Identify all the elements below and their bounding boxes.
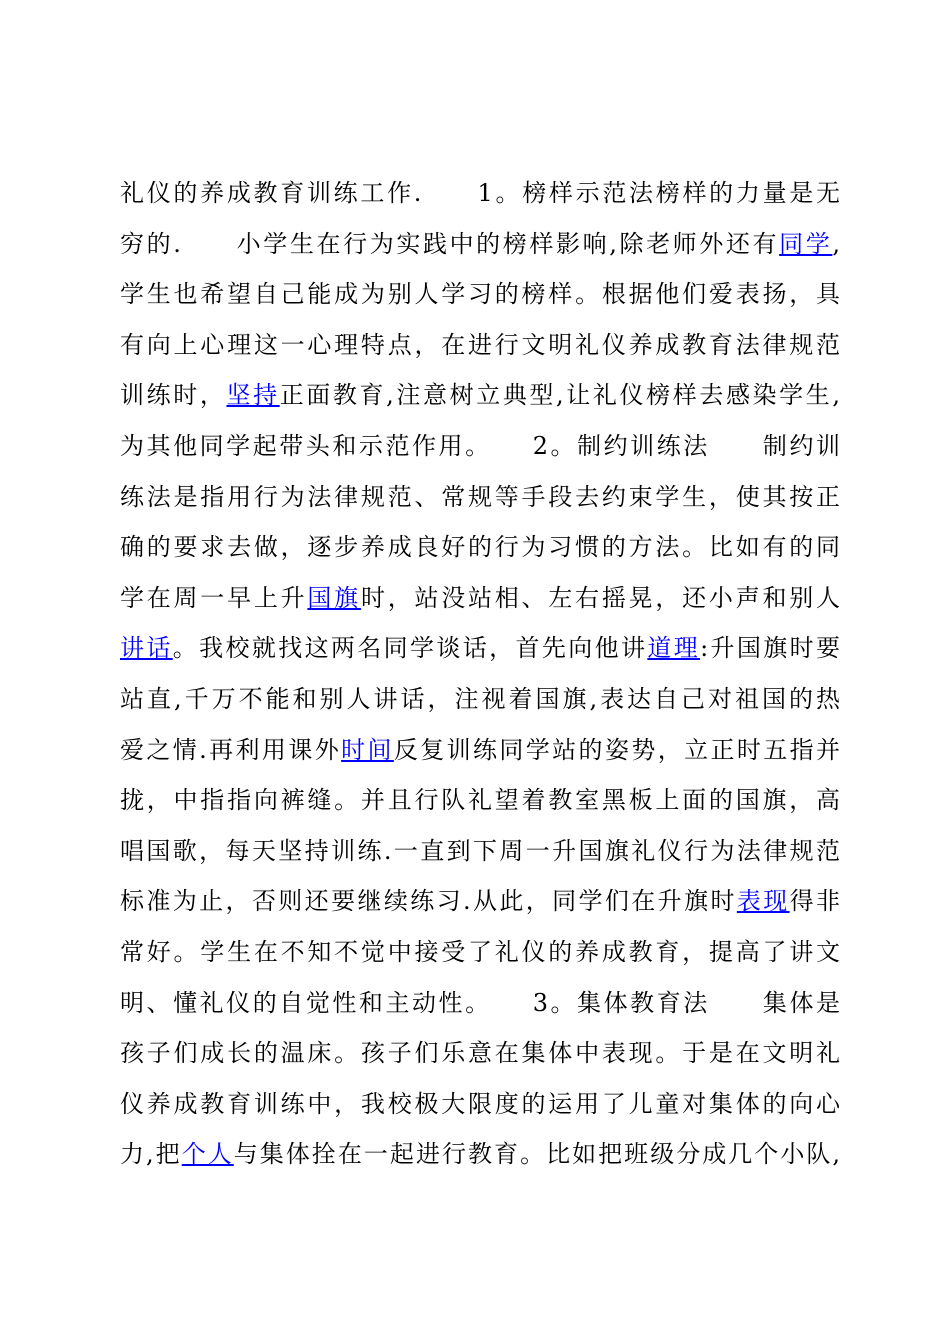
text-line [120, 522, 840, 573]
text-line [120, 269, 840, 320]
text-line [120, 1079, 840, 1130]
text-segment: 时，站没站相、左右摇晃，还小声和别人 [360, 583, 840, 612]
inline-link[interactable]: 道理 [647, 634, 701, 663]
text-segment: 正面教育,注意树立典型,让礼仪榜样去感染学生, [279, 381, 840, 410]
text-segment: 仪养成教育训练中，我校极大限度的运用了儿童对集体的向心 [120, 1089, 840, 1118]
text-line [120, 674, 840, 725]
text-line [120, 421, 840, 472]
text-segment: :升国旗时要 [700, 634, 840, 663]
text-segment: , [832, 229, 840, 258]
text-segment: 明、懂礼仪的自觉性和主动性。 3。集体教育法 集体是 [120, 988, 840, 1017]
text-segment: 反复训练同学站的姿势，立正时五指并 [393, 735, 840, 764]
text-line [120, 168, 840, 219]
text-line [120, 826, 840, 877]
body-text [120, 168, 840, 1180]
text-line [120, 370, 840, 421]
text-segment: 学生也希望自己能成为别人学习的榜样。根据他们爱表扬，具 [120, 280, 840, 309]
text-segment: 有向上心理这一心理特点，在进行文明礼仪养成教育法律规范 [120, 330, 840, 359]
text-segment: 确的要求去做，逐步养成良好的行为习惯的方法。比如有的同 [120, 533, 840, 562]
text-segment: 练法是指用行为法律规范、常规等手段去约束学生，使其按正 [120, 482, 840, 511]
text-line [120, 472, 840, 523]
text-line [120, 978, 840, 1029]
text-line [120, 573, 840, 624]
text-line [120, 775, 840, 826]
text-segment: 与集体拴在一起进行教育。比如把班级分成几个小队, [233, 1140, 840, 1169]
inline-link[interactable]: 国旗 [307, 583, 361, 612]
text-segment: 唱国歌，每天坚持训练.一直到下周一升国旗礼仪行为法律规范 [120, 836, 840, 865]
text-segment: 礼仪的养成教育训练工作. 1。榜样示范法榜样的力量是无 [120, 179, 840, 207]
text-segment: 爱之情.再利用课外 [120, 735, 342, 764]
inline-link[interactable]: 时间 [341, 735, 394, 764]
text-segment: 得非 [789, 887, 840, 916]
text-segment: 训练时， [120, 381, 227, 410]
text-line [120, 1129, 840, 1180]
text-line [120, 623, 840, 674]
text-segment: 常好。学生在不知不觉中接受了礼仪的养成教育，提高了讲文 [120, 937, 840, 966]
text-segment: 拢，中指指向裤缝。并且行队礼望着教室黑板上面的国旗，高 [120, 786, 840, 815]
text-line [120, 1028, 840, 1079]
text-segment: 。我校就找这两名同学谈话，首先向他讲 [172, 634, 648, 663]
text-line [120, 927, 840, 978]
inline-link[interactable]: 坚持 [226, 381, 280, 410]
text-line [120, 320, 840, 371]
text-line [120, 876, 840, 927]
text-segment: 站直,千万不能和别人讲话，注视着国旗,表达自己对祖国的热 [120, 684, 840, 713]
text-segment: 力,把 [120, 1140, 182, 1169]
text-segment: 孩子们成长的温床。孩子们乐意在集体中表现。于是在文明礼 [120, 1039, 840, 1068]
inline-link[interactable]: 同学 [779, 229, 833, 258]
inline-link[interactable]: 表现 [736, 887, 790, 916]
text-segment: 标准为止，否则还要继续练习.从此，同学们在升旗时 [120, 887, 737, 916]
text-line [120, 219, 840, 270]
text-segment: 穷的. 小学生在行为实践中的榜样影响,除老师外还有 [120, 229, 780, 258]
inline-link[interactable]: 讲话 [120, 634, 173, 663]
text-segment: 学在周一早上升 [120, 583, 308, 612]
text-segment: 为其他同学起带头和示范作用。 2。制约训练法 制约训 [120, 431, 840, 460]
text-line [120, 725, 840, 776]
inline-link[interactable]: 个人 [181, 1140, 234, 1169]
